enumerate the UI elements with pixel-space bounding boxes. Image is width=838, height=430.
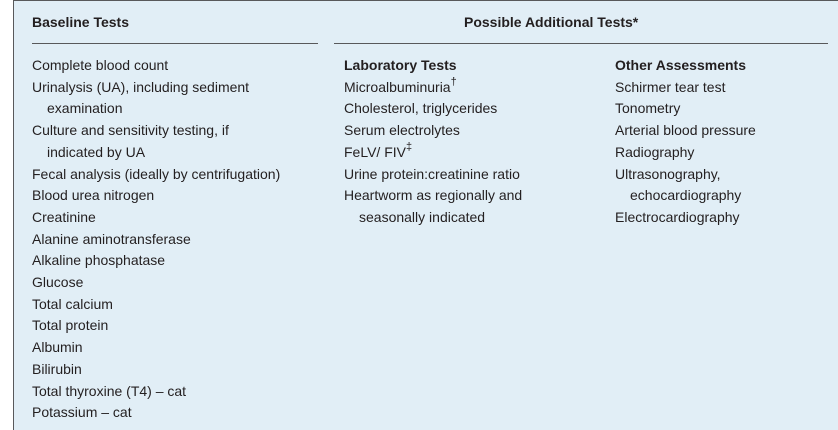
other-assessment-item-text: Electrocardiography (615, 208, 740, 225)
baseline-header: Baseline Tests (32, 14, 130, 30)
baseline-test-item (32, 207, 280, 229)
baseline-test-item (32, 77, 280, 99)
other-assessment-item (615, 164, 756, 186)
baseline-test-item-text: Total protein (32, 317, 109, 334)
other-assessment-item (615, 98, 756, 120)
baseline-test-item (32, 98, 280, 120)
other-assessment-item (615, 207, 756, 229)
other-assessment-item-text: Radiography (615, 143, 695, 160)
laboratory-test-item-text: Microalbuminuria (344, 78, 451, 95)
baseline-test-item (32, 164, 280, 186)
table-panel (13, 0, 838, 430)
baseline-test-item (32, 294, 280, 316)
other-assessment-item-text: echocardiography (630, 187, 742, 204)
additional-header: Possible Additional Tests* (464, 14, 639, 30)
baseline-test-item-text: Bilirubin (32, 360, 82, 377)
baseline-test-item-text: examination (47, 100, 123, 117)
laboratory-test-item-text: Cholesterol, triglycerides (344, 100, 498, 117)
footnote-mark: † (450, 76, 457, 89)
laboratory-test-item-text: FeLV/ FIV (344, 143, 406, 160)
baseline-test-item-text: Albumin (32, 339, 83, 356)
other-assessment-item (615, 185, 756, 207)
baseline-test-item-text: Creatinine (32, 208, 96, 225)
baseline-test-item (32, 337, 280, 359)
laboratory-test-item (344, 120, 522, 142)
baseline-test-item-text: Fecal analysis (ideally by centrifugation) (32, 165, 281, 182)
laboratory-test-item-text: seasonally indicated (359, 208, 486, 225)
laboratory-test-item-text: Serum electrolytes (344, 122, 460, 139)
other-assessment-item-text: Ultrasonography, (615, 165, 721, 182)
baseline-test-item-text: Culture and sensitivity testing, if (32, 122, 229, 139)
baseline-test-item-text: Glucose (32, 274, 84, 291)
baseline-test-item-text: Urinalysis (UA), including sediment (32, 78, 250, 95)
top-rule (14, 0, 838, 1)
other-assessment-item (615, 77, 756, 99)
baseline-test-item-text: Complete blood count (32, 57, 169, 73)
additional-header-rule (334, 43, 828, 44)
laboratory-title: Laboratory Tests (344, 57, 457, 73)
baseline-test-item-text: Blood urea nitrogen (32, 187, 155, 204)
laboratory-test-item (344, 185, 522, 207)
other-assessment-item (615, 142, 756, 164)
baseline-test-item (32, 359, 280, 381)
baseline-test-item (32, 315, 280, 337)
baseline-test-item-text: Total thyroxine (T4) – cat (32, 382, 187, 399)
baseline-test-item-text: Alanine aminotransferase (32, 230, 191, 247)
baseline-test-item (32, 55, 280, 77)
baseline-header-rule (32, 43, 318, 44)
other-title: Other Assessments (615, 57, 746, 73)
baseline-test-item (32, 185, 280, 207)
laboratory-test-item-text: Heartworm as regionally and (344, 187, 523, 204)
baseline-test-item (32, 142, 280, 164)
other-assessment-item-text: Tonometry (615, 100, 681, 117)
other-assessment-item-text: Arterial blood pressure (615, 122, 756, 139)
laboratory-test-item (344, 142, 522, 164)
baseline-test-item-text: Potassium – cat (32, 404, 132, 421)
laboratory-test-item (344, 98, 522, 120)
baseline-test-item (32, 120, 280, 142)
baseline-test-item-text: indicated by UA (47, 143, 146, 160)
baseline-test-item (32, 272, 280, 294)
laboratory-test-item (344, 207, 522, 229)
baseline-test-item-text: Alkaline phosphatase (32, 252, 166, 269)
baseline-test-item (32, 402, 280, 424)
other-assessment-item (615, 120, 756, 142)
baseline-test-item-text: Total calcium (32, 295, 113, 312)
baseline-test-item (32, 229, 280, 251)
laboratory-column (344, 55, 522, 229)
other-column (615, 55, 756, 229)
laboratory-test-item-text: Urine protein:creatinine ratio (344, 165, 520, 182)
other-assessment-item-text: Schirmer tear test (615, 78, 726, 95)
baseline-column (32, 55, 280, 424)
footnote-mark: ‡ (405, 141, 413, 154)
baseline-test-item (32, 381, 280, 403)
laboratory-test-item (344, 164, 522, 186)
laboratory-test-item (344, 77, 522, 99)
baseline-test-item (32, 250, 280, 272)
